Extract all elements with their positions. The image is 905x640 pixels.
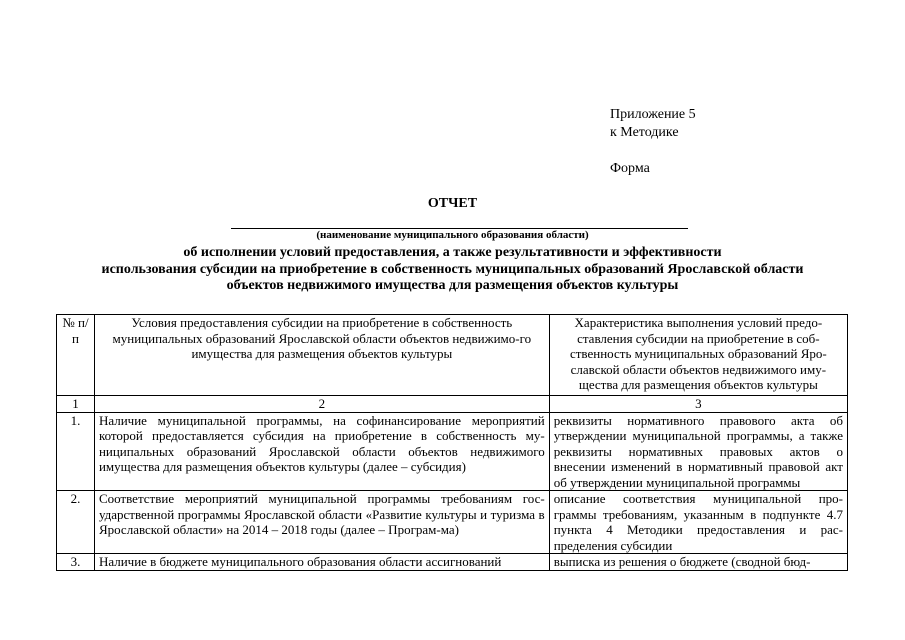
form-label: Форма [610,161,650,176]
appendix-line-2: к Методике [610,125,679,140]
document-subtitle [0,245,905,295]
row-characteristic: описание соответствия муниципальной про-граммы требованиям, указанным в подпункте 4.7 пункта 4 Методики предоставления и рас-пределения субсидии [549,491,847,554]
header-conditions: Условия предоставления субсидии на приобретение в собственность муниципальных образований Ярославской области объектов недвижимо-го имущества для размещения объектов культуры [94,315,549,396]
column-number-1: 1 [57,396,95,413]
column-numbers-row [57,396,848,413]
report-table [56,314,848,571]
document-title: ОТЧЕТ [427,196,478,211]
appendix-block [610,106,696,178]
row-condition: Наличие муниципальной программы, на софинансирование мероприятий которой предоставляется субсидия на приобретение в собственность му-ниципальных образований Ярославской области объектов недвижимого имущества для размещения объектов культуры (далее – субсидия) [94,412,549,491]
row-characteristic: выписка из решения о бюджете (сводной бюд- [549,554,847,571]
header-characteristic: Характеристика выполнения условий предо-ставления субсидии на приобретение в соб-ственность муниципальных образований Яро-славской области объектов недвижимого иму-щества для размещения объектов культуры [549,315,847,396]
appendix-line-1: Приложение 5 [610,107,696,122]
subtitle-line-3: объектов недвижимого имущества для размещения объектов культуры [226,278,679,293]
header-number: № п/п [57,315,95,396]
table-header-row [57,315,848,396]
municipality-name-caption: (наименование муниципального образования области) [316,229,589,241]
row-characteristic: реквизиты нормативного правового акта об утверждении муниципальной программы, а также реквизиты нормативных правовых актов о внесении изменений в нормативный правовой акт об утверждении муниципальной программы [549,412,847,491]
table-row [57,554,848,571]
subtitle-line-2: использования субсидии на приобретение в собственность муниципальных образований Ярославской области [101,261,804,277]
column-number-3: 3 [549,396,847,413]
row-number: 3. [57,554,95,571]
table-row [57,412,848,491]
row-number: 2. [57,491,95,554]
column-number-2: 2 [94,396,549,413]
table-row [57,491,848,554]
row-number: 1. [57,412,95,491]
row-condition: Наличие в бюджете муниципального образования области ассигнований [94,554,549,571]
subtitle-line-1: об исполнении условий предоставления, а также результативности и эффективности [183,245,722,260]
row-condition: Соответствие мероприятий муниципальной программы требованиям гос-ударственной программы Ярославской области «Развитие культуры и туризма в Ярославской области» на 2014 – 2018 годы (далее – Програм-ма) [94,491,549,554]
